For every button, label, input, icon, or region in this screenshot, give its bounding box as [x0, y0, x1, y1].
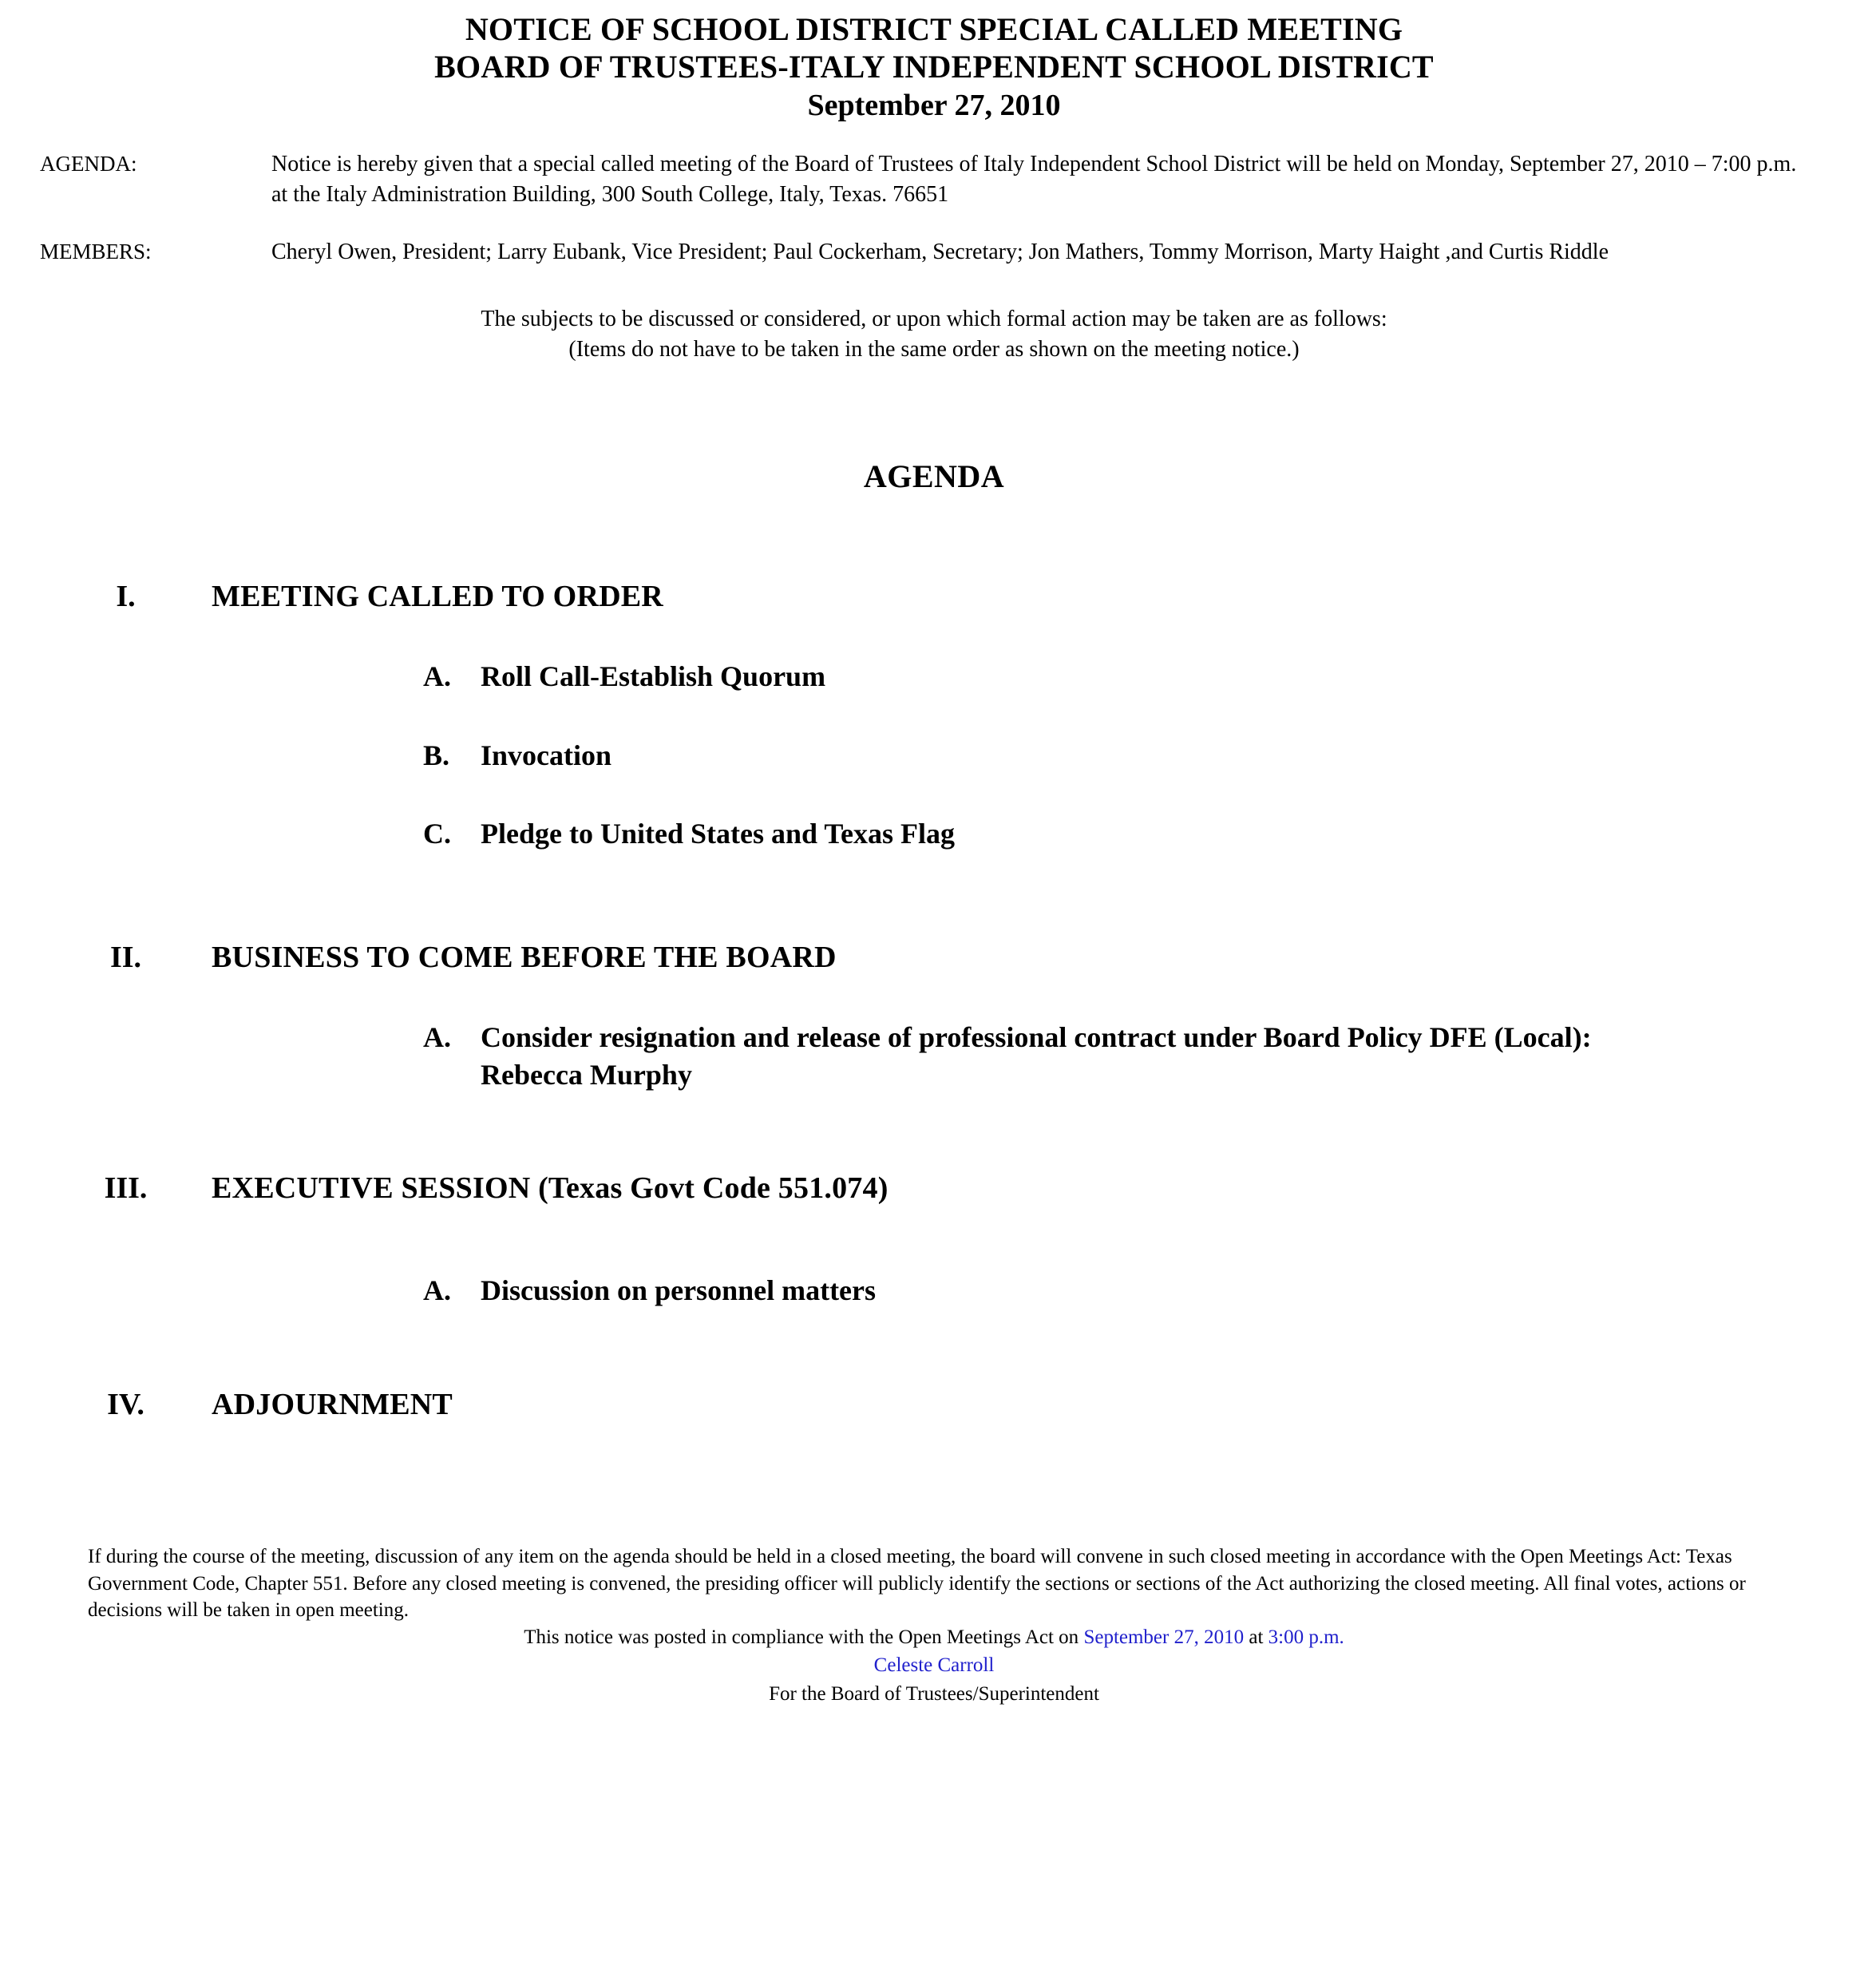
- members-text: Cheryl Owen, President; Larry Eubank, Vice President; Paul Cockerham, Secretary; Jon Mathers, Tommy Morrison, Marty Haight ,and Curtis Riddle: [271, 240, 1609, 265]
- agenda-subitem-letter: A.: [423, 1020, 451, 1053]
- agenda-item: [40, 578, 1828, 616]
- subjects-line-2: (Items do not have to be taken in the same order as shown on the meeting notice.): [568, 337, 1300, 363]
- posting-time: 3:00 p.m.: [1268, 1626, 1344, 1648]
- agenda-subitem-letter: C.: [423, 818, 451, 850]
- agenda-subitem: [423, 1019, 1828, 1094]
- agenda-item: [40, 939, 1828, 977]
- signature-name: Celeste Carroll: [873, 1654, 995, 1677]
- footer-disclaimer: If during the course of the meeting, discussion of any item on the agenda should be held in a closed meeting, the board will convene in such closed meeting in accordance with the Open Meetings Act: Texas Government Code, Chapter 551. Before any closed meeting is convened, the presiding officer will publicly identify the sections or sections of the Act authorizing the closed meeting. All final votes, actions or decisions will be taken in open meeting.: [88, 1546, 1746, 1622]
- agenda-item-numeral: IV.: [107, 1387, 144, 1421]
- posting-mid: at: [1244, 1626, 1268, 1648]
- header-date: September 27, 2010: [807, 88, 1061, 122]
- header-line-2: BOARD OF TRUSTEES-ITALY INDEPENDENT SCHOOL DISTRICT: [434, 48, 1434, 85]
- agenda-subitem: [423, 1272, 1828, 1309]
- spacer: [40, 1309, 1828, 1386]
- agenda-item: [40, 1170, 1828, 1208]
- document-header: [40, 11, 1828, 125]
- footer-posting-line: [88, 1624, 1780, 1651]
- agenda-subitem: [423, 658, 1828, 695]
- agenda-subitem-text: Roll Call-Establish Quorum: [481, 660, 826, 692]
- agenda-subitem-text: Consider resignation and release of professional contract under Board Policy DFE (Local): Rebecca Murphy: [481, 1020, 1592, 1091]
- agenda-item-heading: ADJOURNMENT: [212, 1387, 453, 1421]
- agenda-subitem: [423, 737, 1828, 775]
- signature-title: For the Board of Trustees/Superintendent: [769, 1682, 1099, 1705]
- agenda-subitem-letter: A.: [423, 1274, 451, 1306]
- agenda-subitem-text: Discussion on personnel matters: [481, 1274, 877, 1306]
- subjects-note: [40, 304, 1828, 365]
- members-label: MEMBERS:: [40, 240, 152, 264]
- agenda-notice-text: Notice is hereby given that a special called meeting of the Board of Trustees of Italy Independent School District will be held on Monday, September 27, 2010 – 7:00 p.m. at the Italy Administration Building, 300 South College, Italy, Texas. 76651: [271, 151, 1797, 208]
- spacer: [40, 853, 1828, 939]
- agenda-title: AGENDA: [863, 458, 1005, 495]
- agenda-item-numeral: II.: [109, 941, 142, 975]
- agenda-item-heading: EXECUTIVE SESSION (Texas Govt Code 551.074): [212, 1171, 889, 1206]
- agenda-item-heading: MEETING CALLED TO ORDER: [212, 580, 663, 614]
- agenda-subitem-text: Pledge to United States and Texas Flag: [481, 818, 956, 850]
- header-line-1: NOTICE OF SCHOOL DISTRICT SPECIAL CALLED MEETING: [465, 11, 1403, 47]
- agenda-notice-row: [40, 149, 1828, 210]
- agenda-label: AGENDA:: [40, 151, 137, 176]
- document-footer: [40, 1543, 1828, 1731]
- agenda-subitem-letter: A.: [423, 660, 451, 692]
- spacer: [40, 1093, 1828, 1170]
- posting-date: September 27, 2010: [1083, 1626, 1245, 1648]
- subjects-line-1: The subjects to be discussed or considered, or upon which formal action may be taken are as follows:: [481, 307, 1387, 332]
- agenda-item-numeral: I.: [116, 580, 136, 614]
- posting-prefix: This notice was posted in compliance with the Open Meetings Act on: [524, 1626, 1084, 1648]
- agenda-subitem-text: Invocation: [481, 739, 612, 771]
- agenda-subitem-letter: B.: [423, 739, 450, 771]
- agenda-items: [40, 578, 1828, 1424]
- agenda-item: [40, 1386, 1828, 1424]
- agenda-item-heading: BUSINESS TO COME BEFORE THE BOARD: [212, 941, 837, 975]
- agenda-item-numeral: III.: [104, 1171, 148, 1206]
- members-row: [40, 237, 1828, 267]
- agenda-subitem: [423, 815, 1828, 853]
